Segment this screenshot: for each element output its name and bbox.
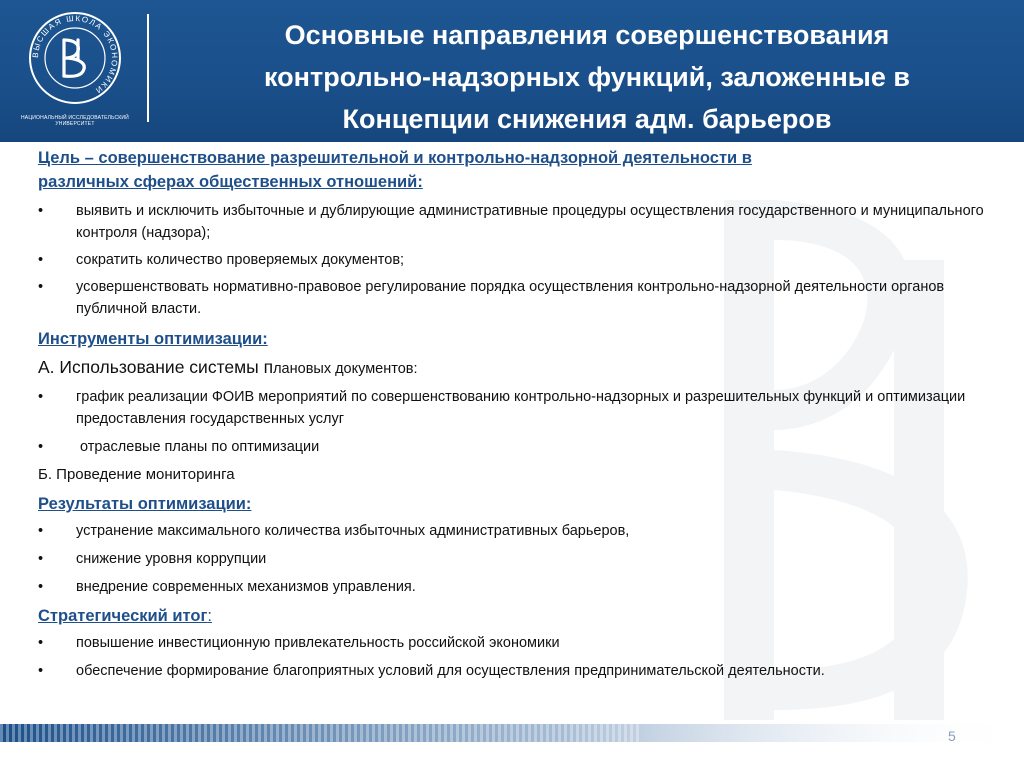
tools-item-a-lead: А. Использование системы п — [38, 357, 274, 377]
goal-bullet: • сократить количество проверяемых документов; — [38, 249, 998, 271]
slide-title — [172, 14, 1002, 140]
university-caption: НАЦИОНАЛЬНЫЙ ИССЛЕДОВАТЕЛЬСКИЙ УНИВЕРСИТЕТ — [21, 115, 129, 127]
title-line: контрольно-надзорных функций, заложенные в — [264, 62, 910, 92]
tools-bullet: • отраслевые планы по оптимизации — [38, 436, 998, 458]
title-line: Концепции снижения адм. барьеров — [342, 104, 832, 134]
emblem-ring-text: ВЫСШАЯ ШКОЛА ЭКОНОМИКИ — [30, 13, 120, 96]
results-heading: Результаты оптимизации: — [38, 495, 252, 513]
bottom-gradient-bar — [0, 724, 1024, 742]
header-divider — [147, 14, 149, 122]
tools-item-b: Б. Проведение мониторинга — [38, 466, 235, 483]
goal-bullet: • усовершенствовать нормативно-правовое регулирование порядка осуществления контрольно-надзорной деятельности органов публичной власти. — [38, 276, 998, 320]
header-banner — [0, 0, 1024, 142]
tools-heading: Инструменты оптимизации: — [38, 330, 268, 348]
goal-heading — [38, 146, 998, 194]
results-bullet: • устранение максимального количества избыточных административных барьеров, — [38, 520, 998, 542]
goal-bullet: • выявить и исключить избыточные и дублирующие административные процедуры осуществления государственного и муниципального контроля (надзора); — [38, 200, 998, 244]
page-number: 5 — [948, 728, 956, 744]
strategic-bullet: • повышение инвестиционную привлекательность российской экономики — [38, 632, 998, 654]
results-bullet: • снижение уровня коррупции — [38, 548, 998, 570]
strategic-heading-colon: : — [207, 607, 212, 625]
goal-heading-line: Цель – совершенствование разрешительной и контрольно-надзорной деятельности в — [38, 149, 752, 167]
title-line: Основные направления совершенствования — [284, 20, 890, 50]
tools-bullet: • график реализации ФОИВ мероприятий по совершенствованию контрольно-надзорных и разрешительных функций и оптимизации предоставления государственных услуг — [38, 386, 998, 430]
strategic-bullet: • обеспечение формирование благоприятных условий для осуществления предпринимательской деятельности. — [38, 660, 998, 682]
tools-item-a — [38, 355, 998, 381]
results-bullet: • внедрение современных механизмов управления. — [38, 576, 998, 598]
tools-item-a-rest: лановых документов: — [273, 361, 418, 377]
strategic-heading — [38, 604, 998, 628]
slide-content — [38, 146, 998, 682]
hse-logo — [20, 10, 130, 127]
goal-heading-line: различных сферах общественных отношений: — [38, 173, 423, 191]
hse-emblem-icon — [20, 10, 130, 106]
strategic-heading-text: Стратегический итог — [38, 607, 208, 625]
